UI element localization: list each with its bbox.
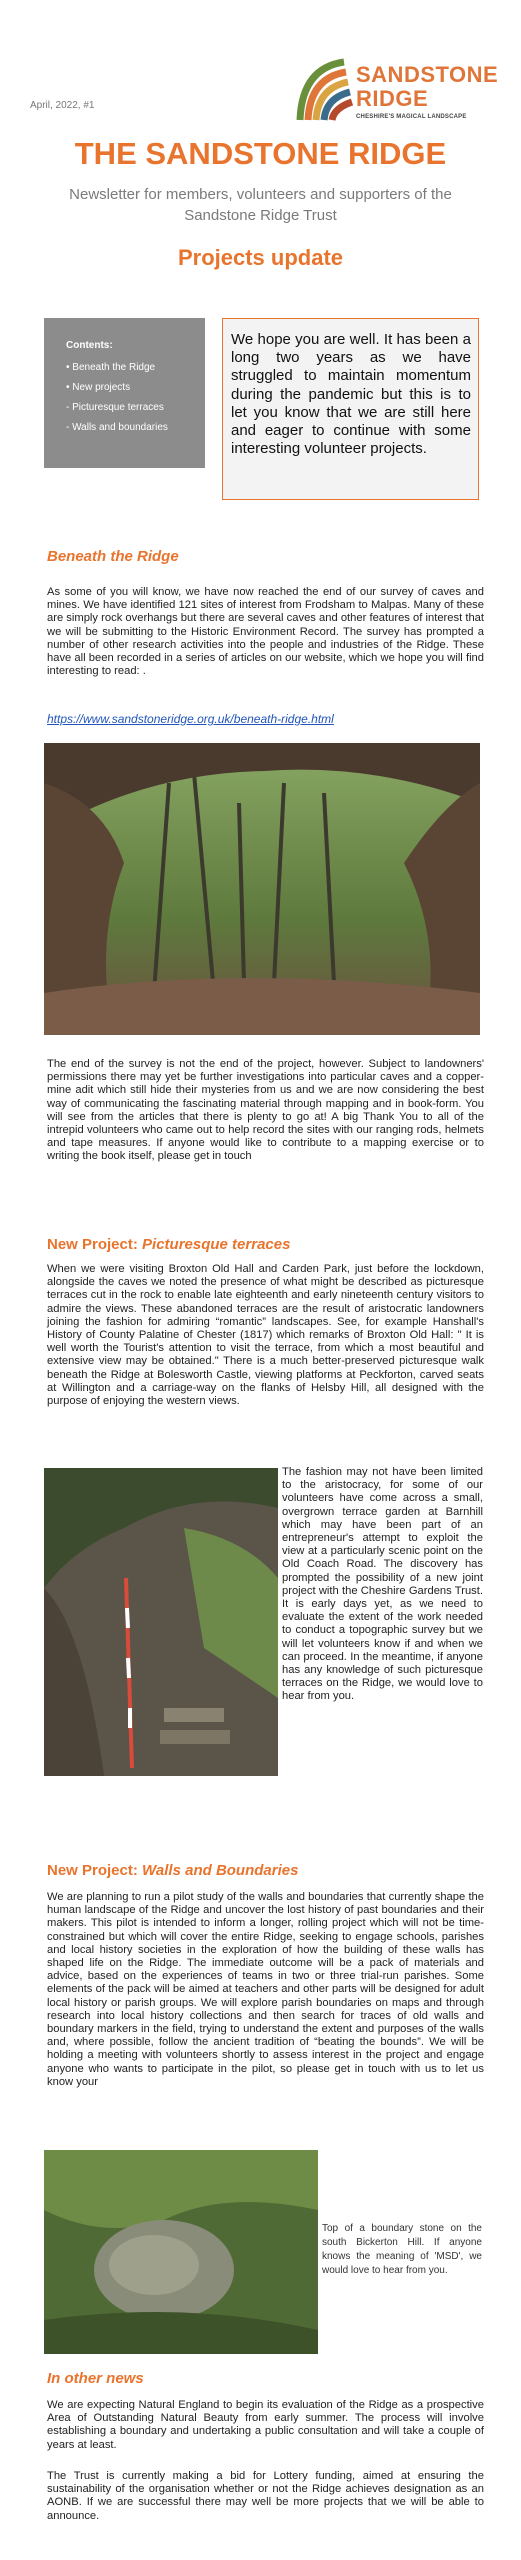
terraces-paragraph-1: When we were visiting Broxton Old Hall and Carden Park, just before the lockdown, alongside the caves we noted the presence of what might be described as picturesque terraces cut in the rock to enable late eighteenth and early nineteenth century visitors to admire the views. These abandoned terraces are the result of aristocratic landowners joining the fashion for admiring “romantic” landscapes. See, for example Hanshall's History of County Palatine of Chester (1817) which remarks of Broxton Old Hall: " It is well worth the Tourist's attention to visit the terrace, from which a most beautiful and extensive view may be obtained." There is a much better-preserved picturesque walk beneath the Ridge at Bolesworth Castle, viewing platforms at Peckforton, carved seats at Willington and a carriage-way on the flanks of Helsby Hill, all designed with the purpose of enjoying the western views. bbox=[47, 1263, 484, 1408]
sandstone-ridge-logo bbox=[296, 54, 499, 128]
heading-walls-and-boundaries: New Project: Walls and Boundaries bbox=[47, 1862, 299, 1879]
terrace-photo bbox=[44, 1468, 278, 1776]
terraces-paragraph-2: The fashion may not have been limited to the aristocracy, for some of our volunteers have come across a small, overgrown terrace garden at Barnhill which may have been part of an entrepreneur's attempt to exploit the view at a particularly scenic point on the Old Coach Road. The discovery has prompted the possibility of a new joint project with the Cheshire Gardens Trust. It is early days yet, as we need to evaluate the extent of the work needed to conduct a topographic survey but we will let volunteers know if and when we can proceed. In the meantime, if anyone has any knowledge of such picturesque terraces on the Ridge, we would love to hear from you. bbox=[282, 1466, 483, 1703]
boundary-stone-image bbox=[44, 2150, 318, 2354]
contents-title: Contents: bbox=[66, 340, 113, 351]
logo-word-sandstone: SANDSTONE bbox=[356, 62, 499, 87]
beneath-paragraph-2: The end of the survey is not the end of the project, however. Subject to landowners' permissions there may yet be further investigations into particular caves and a copper-mine adit which still hide their mysteries from us and we are now considering the best way of communicating the fascinating material through mapping and in book-form. You will see from the articles that there is plenty to go at! A big Thank You to all of the intrepid volunteers who came out to help record the sites with our ranging rods, helmets and tape measures. If anyone would like to contribute to a mapping exercise or to writing the book itself, please get in touch bbox=[47, 1058, 484, 1163]
terrace-photo-image bbox=[44, 1468, 278, 1776]
logo-word-ridge: RIDGE bbox=[356, 86, 429, 111]
boundary-stone-photo bbox=[44, 2150, 318, 2354]
logo-tagline: CHESHIRE'S MAGICAL LANDSCAPE bbox=[356, 114, 467, 120]
contents-item[interactable]: - Walls and boundaries bbox=[66, 422, 168, 433]
logo-arcs-icon bbox=[296, 54, 358, 124]
walls-paragraph-1: We are planning to run a pilot study of the walls and boundaries that currently shape the human landscape of the Ridge and uncover the lost history of past boundaries and their makers. This pilot is intended to inform a longer, rolling project which will not be time-constrained but which will cover the entire Ridge, seeking to engage schools, parishes and local history societies in the exploration of how the building of these walls has shaped life on the Ridge. The immediate outcome will be a pack of materials and advice, based on the experiences of teams in two or three trial-run parishes. Some elements of the pack will be aimed at teachers and other parts will be designed for adult local history or parish groups. We will explore parish boundaries on maps and through research into local history collections and then search for traces of old walls and boundary markers in the field, trying to understand the extent and purposes of the walls and, where possible, follow the ancient tradition of “beating the bounds”. We will be holding a meeting with volunteers shortly to assess interest in the project and engage anyone who wants to participate in the pilot, so please get in touch with us to let us know your bbox=[47, 1891, 484, 2088]
other-news-paragraph-1: We are expecting Natural England to begin its evaluation of the Ridge as a prospective Area of Outstanding Natural Beauty from early summer. The process will involve establishing a boundary and undertaking a public consultation and will take a couple of years at least. bbox=[47, 2399, 484, 2451]
heading-beneath-the-ridge: Beneath the Ridge bbox=[47, 548, 179, 565]
newsletter-title: THE SANDSTONE RIDGE bbox=[74, 136, 447, 171]
contents-item[interactable]: - Picturesque terraces bbox=[66, 402, 164, 413]
cave-photo-image bbox=[44, 743, 480, 1035]
issue-date: April, 2022, #1 bbox=[30, 100, 95, 111]
contents-item[interactable]: • New projects bbox=[66, 382, 131, 393]
contents-item[interactable]: • Beneath the Ridge bbox=[66, 362, 156, 373]
other-news-paragraph-2: The Trust is currently making a bid for Lottery funding, aimed at ensuring the sustainability of the organisation whether or not the Ridge achieves designation as an AONB. If we are successful there may well be more projects that we will be able to announce. bbox=[47, 2470, 484, 2522]
cave-photo bbox=[44, 743, 480, 1035]
intro-box: We hope you are well. It has been a long two years as we have struggled to maintain momentum during the pandemic but this is to let you know that we are still here and eager to continue with some interesting volunteer projects. bbox=[222, 318, 479, 500]
heading-in-other-news: In other news bbox=[47, 2370, 144, 2387]
beneath-ridge-link[interactable]: https://www.sandstoneridge.org.uk/beneath-ridge.html bbox=[47, 712, 334, 726]
beneath-paragraph-1: As some of you will know, we have now reached the end of our survey of caves and mines. We have identified 121 sites of interest from Frodsham to Malpas. Many of these are simply rock overhangs but there are several caves and other features of interest that we will be submitting to the Historic Environment Record. The survey has prompted a number of other research activities into the people and industries of the Ridge. These have all been recorded in a series of articles on our website, which we hope you will find interesting to read: . bbox=[47, 586, 484, 678]
section-title: Projects update bbox=[177, 245, 344, 270]
heading-picturesque-terraces: New Project: Picturesque terraces bbox=[47, 1236, 291, 1253]
boundary-stone-caption: Top of a boundary stone on the south Bickerton Hill. If anyone knows the meaning of 'MSD', we would love to hear from you. bbox=[322, 2223, 482, 2276]
contents-box bbox=[44, 318, 205, 468]
newsletter-subtitle: Newsletter for members, volunteers and supporters of the Sandstone Ridge Trust bbox=[69, 186, 452, 224]
